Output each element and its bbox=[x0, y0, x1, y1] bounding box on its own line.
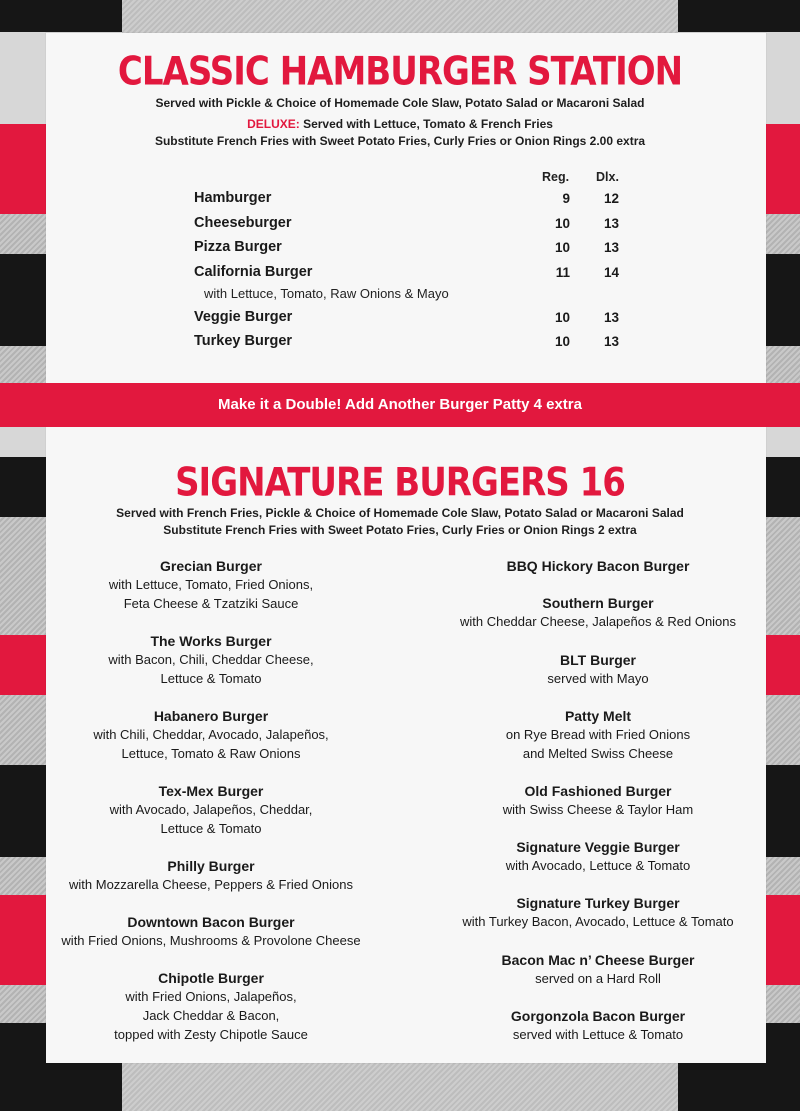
price-dlx: 12 bbox=[603, 191, 619, 206]
signature-item-name: Grecian Burger bbox=[160, 558, 262, 574]
signature-item-description: with Bacon, Chili, Cheddar Cheese, bbox=[108, 652, 314, 667]
menu-item-name: Cheeseburger bbox=[194, 215, 292, 231]
signature-item-name: The Works Burger bbox=[150, 633, 272, 649]
price-reg: 9 bbox=[562, 191, 570, 206]
double-patty-banner: Make it a Double! Add Another Burger Patty 4 extra bbox=[0, 383, 800, 427]
signature-item-description: Lettuce & Tomato bbox=[160, 671, 262, 686]
signature-item bbox=[418, 594, 778, 631]
menu-item-name: Veggie Burger bbox=[194, 309, 293, 325]
signature-item-description: with Fried Onions, Mushrooms & Provolone Cheese bbox=[61, 933, 361, 948]
signature-item-description: with Lettuce, Tomato, Fried Onions, bbox=[108, 577, 314, 592]
price-dlx: 13 bbox=[603, 334, 619, 349]
signature-item-name: BLT Burger bbox=[560, 652, 636, 668]
signature-item-name: Old Fashioned Burger bbox=[524, 783, 672, 799]
signature-item-description: served on a Hard Roll bbox=[535, 971, 661, 986]
menu-item-name: California Burger bbox=[194, 264, 313, 280]
signature-item bbox=[418, 894, 778, 931]
price-reg: 10 bbox=[554, 334, 570, 349]
signature-item-name: Chipotle Burger bbox=[158, 970, 264, 986]
signature-item bbox=[31, 782, 391, 838]
menu-item-name: Turkey Burger bbox=[194, 333, 293, 349]
signature-item-name: Philly Burger bbox=[167, 858, 255, 874]
signature-item-description: Jack Cheddar & Bacon, bbox=[142, 1008, 280, 1023]
signature-item-description: served with Mayo bbox=[547, 671, 649, 686]
signature-title: SIGNATURE BURGERS 16 bbox=[175, 460, 625, 506]
signature-item-name: Tex-Mex Burger bbox=[158, 783, 264, 799]
classic-deluxe-line bbox=[0, 117, 800, 131]
signature-item bbox=[418, 951, 778, 988]
signature-item bbox=[418, 557, 778, 575]
signature-item bbox=[418, 651, 778, 688]
signature-item-description: with Avocado, Lettuce & Tomato bbox=[505, 858, 691, 873]
classic-substitute-line: Substitute French Fries with Sweet Potato Fries, Curly Fries or Onion Rings 2.00 extra bbox=[154, 134, 646, 148]
signature-item-description: with Avocado, Jalapeños, Cheddar, bbox=[109, 802, 313, 817]
signature-item-name: Patty Melt bbox=[564, 708, 632, 724]
signature-item-name: Downtown Bacon Burger bbox=[127, 914, 295, 930]
signature-item bbox=[418, 838, 778, 875]
signature-item-description: Lettuce & Tomato bbox=[160, 821, 262, 836]
price-reg: 10 bbox=[554, 216, 570, 231]
price-dlx: 14 bbox=[603, 265, 619, 280]
signature-item bbox=[418, 707, 778, 763]
column-header-dlx: Dlx. bbox=[596, 170, 619, 184]
signature-item bbox=[418, 1007, 778, 1044]
deluxe-text: Served with Lettuce, Tomato & French Fries bbox=[299, 117, 553, 131]
signature-item-description: with Mozzarella Cheese, Peppers & Fried Onions bbox=[69, 877, 353, 892]
signature-item-description: with Chili, Cheddar, Avocado, Jalapeños, bbox=[93, 727, 329, 742]
signature-item-description: Lettuce, Tomato & Raw Onions bbox=[121, 746, 301, 761]
signature-item bbox=[418, 782, 778, 819]
signature-item bbox=[31, 557, 391, 613]
signature-item-description: with Cheddar Cheese, Jalapeños & Red Onions bbox=[459, 614, 737, 629]
signature-substitute-line: Substitute French Fries with Sweet Potato Fries, Curly Fries or Onion Rings 2 extra bbox=[163, 523, 637, 537]
signature-item bbox=[31, 632, 391, 688]
price-dlx: 13 bbox=[603, 216, 619, 231]
deluxe-label: DELUXE: bbox=[247, 117, 300, 131]
signature-item-name: Bacon Mac n’ Cheese Burger bbox=[501, 952, 695, 968]
signature-item-description: served with Lettuce & Tomato bbox=[512, 1027, 684, 1042]
classic-title: CLASSIC HAMBURGER STATION bbox=[117, 49, 683, 95]
signature-item-description: topped with Zesty Chipotle Sauce bbox=[114, 1027, 308, 1042]
signature-item-description: with Fried Onions, Jalapeños, bbox=[125, 989, 297, 1004]
price-reg: 10 bbox=[554, 310, 570, 325]
menu-item-name: Pizza Burger bbox=[194, 239, 282, 255]
signature-item-name: Gorgonzola Bacon Burger bbox=[510, 1008, 686, 1024]
signature-item-description: with Turkey Bacon, Avocado, Lettuce & Tomato bbox=[462, 914, 734, 929]
signature-served-line: Served with French Fries, Pickle & Choice of Homemade Cole Slaw, Potato Salad or Macaroni Salad bbox=[116, 506, 684, 520]
price-dlx: 13 bbox=[603, 310, 619, 325]
menu-item-description: with Lettuce, Tomato, Raw Onions & Mayo bbox=[204, 286, 449, 301]
signature-item-name: BBQ Hickory Bacon Burger bbox=[506, 558, 690, 574]
signature-item-description: on Rye Bread with Fried Onions bbox=[505, 727, 691, 742]
signature-item-name: Signature Turkey Burger bbox=[516, 895, 680, 911]
signature-item bbox=[31, 707, 391, 763]
signature-item bbox=[31, 857, 391, 894]
signature-item-description: with Swiss Cheese & Taylor Ham bbox=[502, 802, 694, 817]
signature-item bbox=[31, 913, 391, 950]
signature-item-description: and Melted Swiss Cheese bbox=[522, 746, 674, 761]
signature-item bbox=[31, 969, 391, 1044]
signature-item-name: Signature Veggie Burger bbox=[516, 839, 680, 855]
menu-item-name: Hamburger bbox=[194, 190, 272, 206]
price-reg: 10 bbox=[554, 240, 570, 255]
signature-item-description: Feta Cheese & Tzatziki Sauce bbox=[123, 596, 299, 611]
price-reg: 11 bbox=[555, 265, 570, 280]
classic-served-line: Served with Pickle & Choice of Homemade Cole Slaw, Potato Salad or Macaroni Salad bbox=[155, 96, 645, 110]
column-header-reg: Reg. bbox=[542, 170, 570, 184]
price-dlx: 13 bbox=[603, 240, 619, 255]
signature-item-name: Habanero Burger bbox=[153, 708, 269, 724]
signature-item-name: Southern Burger bbox=[542, 595, 654, 611]
